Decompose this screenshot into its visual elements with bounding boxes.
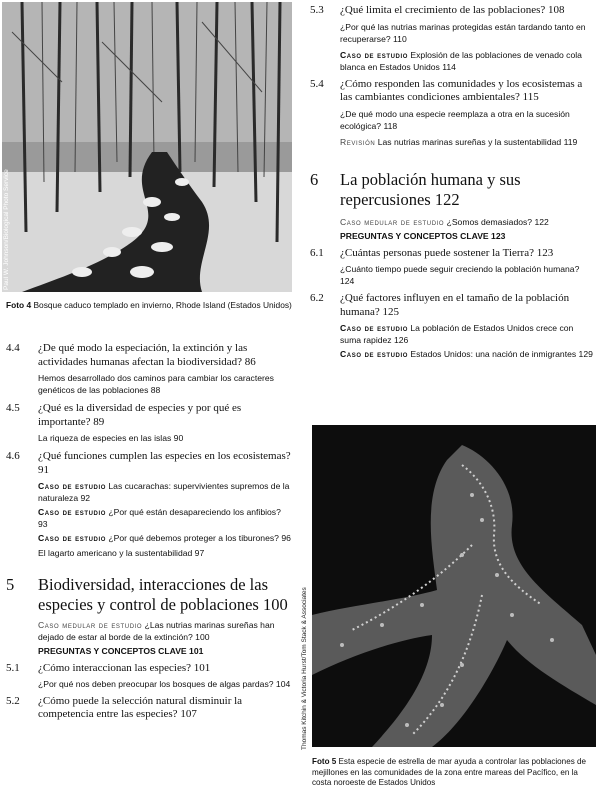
core-case-text: ¿Somos demasiados? 122 (446, 216, 549, 227)
section-number: 4.4 (6, 342, 20, 354)
photo4-caption-label: Foto 4 (6, 300, 32, 310)
toc-box-4-5[interactable]: La riqueza de especies en las islas 90 (38, 433, 184, 443)
photo5-caption-label: Foto 5 (312, 757, 337, 766)
case-study-label: Caso de estudio (340, 323, 408, 333)
section-number: 4.6 (6, 450, 20, 462)
section-number: 5.1 (6, 662, 20, 674)
section-number: 6.2 (310, 292, 324, 304)
section-title: ¿Qué limita el crecimiento de las poblaciones? 108 (340, 4, 565, 16)
toc-left-column (6, 342, 292, 722)
photo4-credit: Paul W. Johnson/Biological Photo Service (3, 169, 10, 290)
case-study-text: ¿Por qué están desapareciendo los anfibios? 93 (38, 507, 281, 529)
toc-section-6-2[interactable] (310, 292, 595, 319)
toc-chapter-6[interactable] (310, 170, 595, 210)
toc-box-5-3[interactable]: ¿Por qué las nutrias marinas protegidas están tardando tanto en recuperarse? 110 (340, 21, 586, 44)
section-number: 6.1 (310, 246, 324, 259)
toc-chapter-5[interactable] (6, 575, 292, 615)
chapter-title: La población humana y sus repercusiones 122 (340, 169, 521, 209)
toc-key-questions[interactable]: PREGUNTAS Y CONCEPTOS CLAVE 101 (38, 646, 204, 656)
toc-section-5-4[interactable] (310, 78, 595, 105)
toc-section-4-4[interactable] (6, 342, 292, 369)
section-number: 5.4 (310, 77, 324, 90)
toc-case-study[interactable] (6, 480, 292, 504)
case-study-label: Caso de estudio (340, 349, 408, 359)
toc-case-study[interactable] (6, 506, 292, 530)
section-title: ¿Cómo interaccionan las especies? 101 (38, 662, 211, 674)
section-title: ¿Cómo puede la selección natural disminuir la competencia entre las especies? 107 (38, 694, 243, 720)
section-title: ¿Qué factores influyen en el tamaño de la población humana? 125 (340, 292, 570, 318)
section-number: 5.3 (310, 4, 324, 16)
review-text: Las nutrias marinas sureñas y la sustentabilidad 119 (377, 136, 578, 147)
review-label: Revisión (340, 136, 376, 147)
core-case-text: ¿Las nutrias marinas sureñas han dejado de estar al borde de la extinción? 100 (38, 620, 275, 642)
section-title: ¿Qué es la diversidad de especies y por qué es importante? 89 (38, 402, 242, 428)
case-study-text: Estados Unidos: una nación de inmigrantes 129 (410, 349, 593, 359)
toc-section-5-1[interactable] (6, 662, 292, 676)
section-number: 4.5 (6, 402, 20, 414)
case-study-label: Caso de estudio (38, 533, 106, 543)
toc-section-4-5[interactable] (6, 402, 292, 429)
case-study-text: Explosión de las poblaciones de venado cola blanca en Estados Unidos 114 (340, 49, 582, 72)
section-number: 5.2 (6, 694, 20, 707)
toc-case-study[interactable] (6, 532, 292, 544)
section-title: ¿Cuántas personas puede sostener la Tierra? 123 (340, 246, 554, 259)
section-title: ¿Qué funciones cumplen las especies en los ecosistemas? 91 (38, 450, 291, 476)
toc-core-case-study[interactable] (310, 216, 595, 228)
toc-core-case-study[interactable] (6, 619, 292, 643)
toc-box-4-6[interactable]: El lagarto americano y la sustentabilidad 97 (38, 548, 205, 558)
chapter-number: 6 (310, 169, 319, 189)
case-study-label: Caso de estudio (38, 507, 106, 517)
case-study-text: ¿Por qué debemos proteger a los tiburones? 96 (108, 533, 291, 543)
toc-box-6-1[interactable]: ¿Cuánto tiempo puede seguir creciendo la población humana? 124 (340, 264, 580, 286)
toc-case-study[interactable] (310, 49, 595, 73)
photo5-caption (312, 757, 596, 789)
photo4-caption-text: Bosque caduco templado en invierno, Rhode Island (Estados Unidos) (33, 300, 292, 310)
chapter-number: 5 (6, 575, 15, 594)
core-case-label: Caso medular de estudio (38, 620, 143, 630)
photo-winter-forest (2, 2, 292, 292)
toc-case-study[interactable] (310, 348, 595, 360)
chapter-title: Biodiversidad, interacciones de las especies y control de poblaciones 100 (38, 575, 288, 614)
photo4-caption (6, 300, 292, 311)
toc-box-5-1[interactable]: ¿Por qué nos deben preocupar los bosques de algas pardas? 104 (38, 678, 291, 689)
photo5-credit: Thomas Kitchin & Victoria Hurst/Tom Stack & Associates (301, 587, 308, 750)
toc-section-6-1[interactable] (310, 247, 595, 261)
toc-review[interactable] (310, 136, 595, 148)
toc-key-questions[interactable]: PREGUNTAS Y CONCEPTOS CLAVE 123 (340, 230, 506, 241)
toc-box-4-4[interactable]: Hemos desarrollado dos caminos para cambiar los caracteres genéticos de las poblaciones 88 (38, 373, 274, 395)
core-case-label: Caso medular de estudio (340, 216, 445, 227)
case-study-label: Caso de estudio (38, 481, 106, 491)
toc-section-4-6[interactable] (6, 450, 292, 477)
photo-sea-star (312, 425, 596, 747)
photo5-caption-text: Esta especie de estrella de mar ayuda a controlar las poblaciones de mejillones en las comunidades de la zona entre mareas del Pacífico, en la costa noroeste de Estados Unidos (312, 757, 586, 788)
case-study-text: Las cucarachas: supervivientes supremos de la naturaleza 92 (38, 481, 290, 503)
toc-right-column (310, 4, 595, 360)
toc-section-5-2[interactable] (6, 695, 292, 722)
case-study-text: La población de Estados Unidos crece con suma rapidez 126 (340, 323, 574, 345)
toc-section-5-3[interactable] (310, 4, 595, 18)
toc-box-5-4[interactable]: ¿De qué modo una especie reemplaza a otra en la sucesión ecológica? 118 (340, 108, 570, 131)
toc-case-study[interactable] (310, 322, 595, 346)
section-title: ¿De qué modo la especiación, la extinción y las actividades humanas afectan la biodiversidad? 86 (38, 342, 256, 368)
case-study-label: Caso de estudio (340, 49, 408, 60)
section-title: ¿Cómo responden las comunidades y los ecosistemas a las cambiantes condiciones ambientales? 115 (340, 77, 583, 103)
